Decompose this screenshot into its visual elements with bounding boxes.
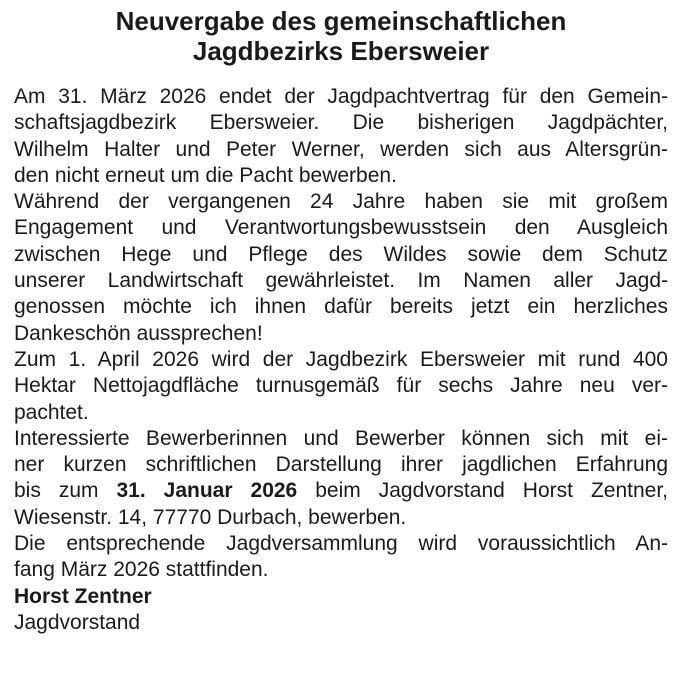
text-line: schaftsjagdbezirk Ebersweier. Die bisherigen Jagdpächter, bbox=[14, 111, 668, 135]
text-line: Die entsprechende Jagdversammlung wird voraussichtlich An- bbox=[14, 532, 668, 556]
notice-title bbox=[14, 6, 668, 66]
text-line-deadline bbox=[14, 478, 668, 504]
paragraph-new-lease bbox=[14, 347, 668, 426]
deadline-date: 31. Januar 2026 bbox=[116, 479, 298, 503]
text-line: Engagement und Verantwortungsbewusstsein den Ausgleich bbox=[14, 216, 668, 240]
text-line: Am 31. März 2026 endet der Jagdpachtvertrag für den Gemein- bbox=[14, 85, 668, 108]
text-line: zwischen Hege und Pflege des Wildes sowie dem Schutz bbox=[14, 242, 668, 266]
text-line: Zum 1. April 2026 wird der Jagdbezirk Ebersweier mit rund 400 bbox=[14, 347, 668, 371]
paragraph-assembly bbox=[14, 531, 668, 584]
text-line-address: Wiesenstr. 14, 77770 Durbach, bewerben. bbox=[14, 505, 407, 529]
text-line: unserer Landwirtschaft gewährleistet. Im Namen aller Jagd- bbox=[14, 269, 668, 293]
notice-body bbox=[14, 84, 668, 636]
text-line: genossen möchte ich ihnen dafür bereits jetzt ein herzliches bbox=[14, 295, 668, 319]
text-line: Dankeschön aussprechen! bbox=[14, 321, 263, 345]
paragraph-contract-end bbox=[14, 84, 668, 189]
text-line: pachtet. bbox=[14, 400, 89, 424]
deadline-suffix: beim Jagdvorstand Horst Zentner, bbox=[297, 479, 668, 503]
paragraph-application bbox=[14, 426, 668, 531]
text-line: Wilhelm Halter und Peter Werner, werden sich aus Altersgrün- bbox=[14, 137, 668, 161]
text-line: fang März 2026 stattfinden. bbox=[14, 558, 269, 582]
text-line: Während der vergangenen 24 Jahre haben sie mit großem bbox=[14, 190, 668, 214]
text-line: Interessierte Bewerberinnen und Bewerber können sich mit ei- bbox=[14, 426, 668, 450]
text-line: Hektar Nettojagdfläche turnusgemäß für sechs Jahre neu ver- bbox=[14, 374, 668, 398]
paragraph-thanks bbox=[14, 189, 668, 347]
text-line: ner kurzen schriftlichen Darstellung ihrer jagdlichen Erfahrung bbox=[14, 453, 668, 477]
deadline-prefix: bis zum bbox=[14, 479, 117, 503]
signature-role: Jagdvorstand bbox=[14, 610, 141, 634]
text-line: den nicht erneut um die Pacht bewerben. bbox=[14, 163, 397, 187]
signature-name: Horst Zentner bbox=[14, 584, 152, 608]
title-line-1: Neuvergabe des gemeinschaftlichen bbox=[115, 6, 567, 36]
title-line-2: Jagdbezirks Ebersweier bbox=[192, 36, 490, 66]
